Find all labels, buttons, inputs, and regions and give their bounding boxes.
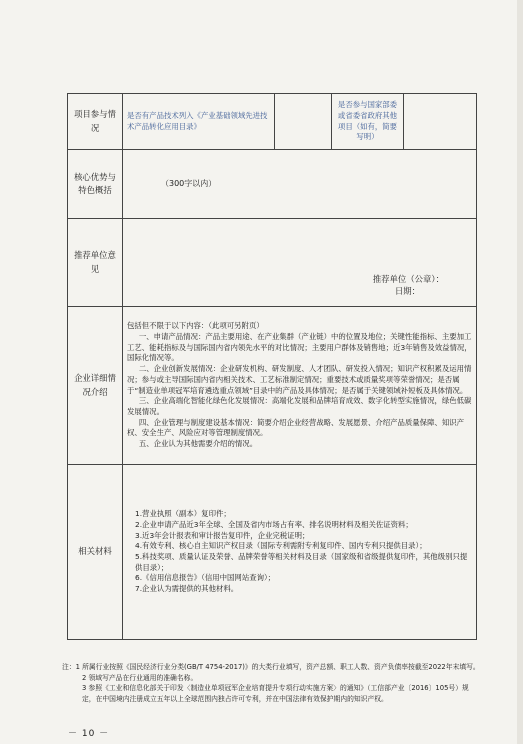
- company-details-item: 二、企业创新发展情况：企业研发机构、研发制度、人才团队、研发投入情况；知识产权积累及运用情况；参与或主导国际国内省内相关技术、工艺标准制定情况；重要技术或质量奖项等荣誉情况；是否属于“制造业单项冠军培育遴选重点领域”目录中的产品及具体情况；是否属于关键领域补短板及具体情况。: [127, 364, 472, 395]
- related-materials-label: 相关材料: [68, 465, 123, 640]
- company-details-item: 四、企业管理与制度建设基本情况：简要介绍企业经营战略、发展愿景、介绍产品质量保障、知识产权、安全生产、风险应对等管理制度情况。: [127, 417, 465, 438]
- footnotes-prefix: 注：: [62, 663, 76, 671]
- company-details-item: 五、企业认为其他需要介绍的情况。: [138, 439, 258, 449]
- recommendation-date-line: 日期：: [394, 286, 420, 297]
- material-item: 5.科技奖项、质量认证及荣誉、品牌荣誉等相关材料及目录（国家级和省级提供复印件，其他级别只提供目录）；: [135, 552, 468, 572]
- footnotes: [62, 662, 482, 704]
- material-item: 7.企业认为需提供的其他材料。: [135, 584, 239, 594]
- other-projects-answer-cell[interactable]: [404, 94, 477, 150]
- row-company-details: [68, 307, 477, 465]
- recommendation-cell[interactable]: [123, 219, 477, 307]
- related-materials-cell: [123, 465, 477, 640]
- material-item: 6.《信用信息报告》（信用中国网站查询）；: [135, 573, 276, 583]
- core-advantages-label: 核心优势与特色概括: [68, 150, 123, 219]
- page-number: － 10 －: [68, 729, 110, 739]
- material-item: 1.营业执照（副本）复印件；: [135, 509, 231, 519]
- core-advantages-hint: （300字以内）: [161, 179, 217, 189]
- page-edge: [517, 0, 523, 744]
- recommender-seal-line: 推荐单位（公章）：: [372, 273, 444, 284]
- footnote-item: 1 所属行业按照《国民经济行业分类(GB/T 4754-2017)》的大类行业填写，资产总额、职工人数、资产负债率按截至2022年末填写。: [75, 663, 480, 671]
- row-core-advantages: [68, 150, 477, 219]
- participation-label: 项目参与情况: [68, 94, 123, 150]
- footnote-item: 2 领域写产品在行业通用的准确名称。: [82, 673, 198, 682]
- product-catalog-question: 是否有产品技术列入《产业基础领域先进技术产品转化应用目录》: [123, 94, 275, 150]
- core-advantages-cell[interactable]: [123, 150, 477, 219]
- application-form-table: [67, 93, 477, 640]
- recommendation-label: 推荐单位意见: [68, 219, 123, 307]
- footnote-item: 3 参照《工业和信息化部关于印发〈制造业单项冠军企业培育提升专项行动实施方案〉的通知》（工信部产业〔2016〕105号）规定，在中国境内注册成立五年以上全球范围内独占许可专利，并在中国法律有效保护期内的知识产权。: [82, 684, 469, 703]
- company-details-cell: [123, 307, 477, 465]
- material-item: 4.有效专利、核心自主知识产权目录（国际专利需附专利复印件、国内专利只提供目录）；: [135, 541, 427, 551]
- company-details-item: 一、申请产品情况：产品主要用途、在产业集群（产业链）中的位置及地位；关键性能指标、主要加工工艺、能耗指标及与国际国内省内领先水平的对比情况；主要用户群体及销售地；近3年销售及效益情况，国际化情况等。: [127, 331, 472, 363]
- other-projects-question: 是否参与国家部委或省委省政府其他项目（如有，简要写明）: [332, 94, 404, 150]
- row-related-materials: [68, 465, 477, 640]
- row-recommendation: [68, 219, 477, 307]
- company-details-label: 企业详细情况介绍: [68, 307, 123, 465]
- company-details-item: 三、企业高端化智能化绿色化发展情况：高端化发展和品牌培育成效、数字化转型实施情况，绿色低碳发展情况。: [127, 396, 472, 416]
- product-catalog-answer-cell[interactable]: [275, 94, 332, 150]
- material-item: 2.企业申请产品近3年全球、全国及省内市场占有率、排名说明材料及相关佐证资料；: [135, 519, 413, 529]
- row-participation: [68, 94, 477, 150]
- material-item: 3.近3年会计报表和审计报告复印件，企业完税证明；: [135, 530, 310, 540]
- company-details-intro: 包括但不限于以下内容：（此项可另附页）: [127, 321, 264, 331]
